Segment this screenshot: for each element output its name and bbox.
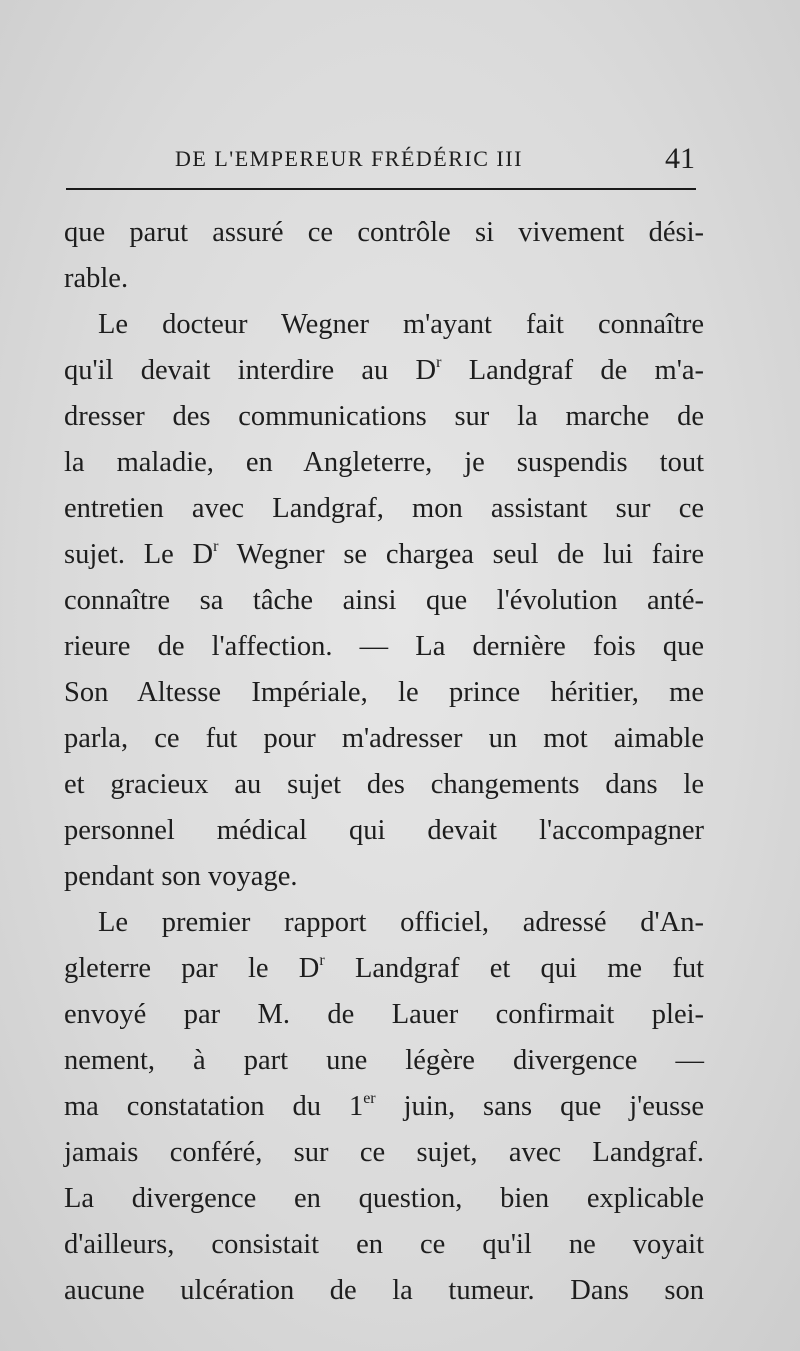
text-line: d'ailleurs, consistait en ce qu'il ne voyait: [64, 1229, 704, 1260]
text-line: entretien avec Landgraf, mon assistant sur ce: [64, 493, 704, 524]
text-line: rable.: [64, 263, 129, 294]
text-line: parla, ce fut pour m'adresser un mot aimable: [64, 723, 704, 754]
text-line: gleterre par le $D^r$ Landgraf et qui me fut: [64, 951, 705, 984]
text-body: [64, 210, 704, 1314]
running-title: DE L'EMPEREUR FRÉDÉRIC III: [175, 146, 523, 171]
text-line: envoyé par M. de Lauer confirmait plei-: [64, 999, 704, 1030]
text-line: Le docteur Wegner m'ayant fait connaître: [98, 309, 704, 340]
text-line: personnel médical qui devait l'accompagner: [64, 815, 704, 846]
text-line: la maladie, en Angleterre, je suspendis tout: [64, 447, 704, 478]
text-line: Le premier rapport officiel, adressé d'An-: [98, 907, 704, 938]
text-line: que parut assuré ce contrôle si vivement dési-: [64, 217, 704, 248]
text-line: Son Altesse Impériale, le prince héritier, me: [64, 677, 704, 708]
text-line: dresser des communications sur la marche de: [64, 401, 704, 432]
page-number: 41: [665, 142, 695, 175]
text-line: rieure de l'affection. — La dernière fois que: [64, 631, 704, 662]
text-line: et gracieux au sujet des changements dans le: [64, 769, 704, 800]
text-line: jamais conféré, sur ce sujet, avec Landgraf.: [64, 1137, 704, 1168]
text-line: nement, à part une légère divergence —: [64, 1045, 704, 1076]
header-rule: [66, 188, 696, 190]
text-line: La divergence en question, bien explicable: [64, 1183, 704, 1214]
text-line: sujet. Le $D^r$ Wegner se chargea seul de lui faire: [64, 537, 704, 570]
text-line: qu'il devait interdire au $D^r$ Landgraf de m'a-: [64, 353, 704, 386]
text-line: connaître sa tâche ainsi que l'évolution anté-: [64, 585, 704, 616]
text-line: pendant son voyage.: [64, 861, 298, 892]
text-line: aucune ulcération de la tumeur. Dans son: [64, 1275, 704, 1306]
running-head: [175, 142, 695, 178]
text-line: ma constatation du 1er juin, sans que j'eusse: [64, 1089, 705, 1122]
